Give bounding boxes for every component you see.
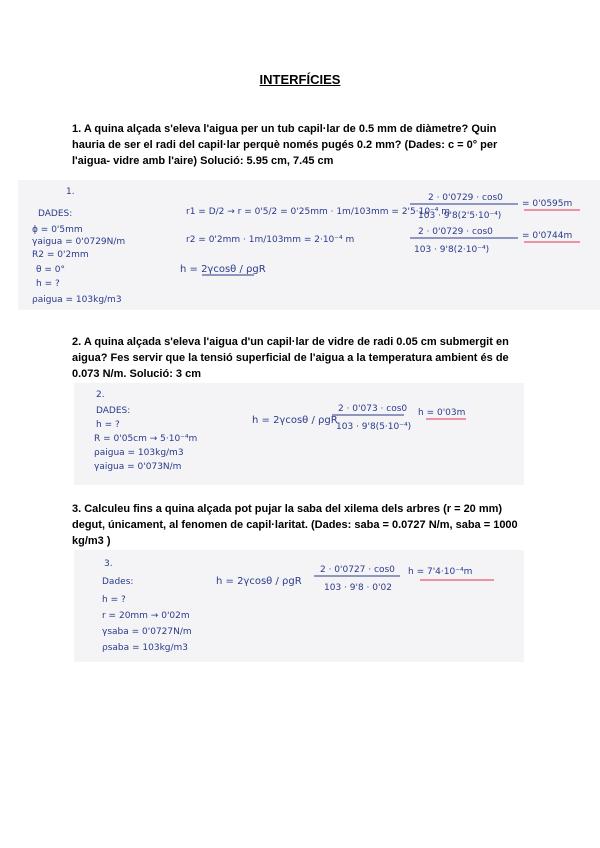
q1-number: 1.	[66, 187, 75, 197]
q1-result-2-denominator: 103 · 9'8(2·10⁻⁴)	[414, 245, 490, 255]
question-2-text: 2. A quina alçada s'eleva l'aigua d'un capil·lar de vidre de radi 0.05 cm submergit en aigua? Fes servir que la tensió superficial de l'aigua a la temperatura ambient és de 0.073 N/m. Solució: 3 cm	[72, 336, 509, 380]
question-2-handwritten-solution	[74, 383, 524, 485]
q1-given-5: ρaigua = 103kg/m3	[32, 295, 122, 305]
q1-formula: h = 2γcosθ / ρgR	[180, 264, 266, 275]
question-1-text: 1. A quina alçada s'eleva l'aigua per un tub capil·lar de 0.5 mm de diàmetre? Quin hauria de ser el radi del capil·lar perquè només pugés 0.2 mm? (Dades: c = 0° per l'aigua- vidre amb l'aire) Solució: 5.95 cm, 7.45 cm	[72, 123, 498, 167]
q1-given-0: ϕ = 0'5mm	[32, 225, 83, 235]
q1-given-2: R2 = 0'2mm	[32, 250, 89, 260]
q1-step-2: r2 = 0'2mm · 1m/103mm = 2·10⁻⁴ m	[186, 235, 355, 245]
question-1-handwritten-solution	[18, 180, 600, 310]
q1-step-1: r1 = D/2 → r = 0'5/2 = 0'25mm · 1m/103mm = 2'5·10⁻⁴ m	[186, 207, 451, 217]
q3-given-3: ρsaba = 103kg/m3	[102, 643, 189, 653]
q1-result-2-numerator: 2 · 0'0729 · cos0	[418, 227, 493, 237]
q3-result-denominator: 103 · 9'8 · 0'02	[324, 583, 392, 593]
page-title: INTERFÍCIES	[259, 72, 341, 87]
q2-number: 2.	[96, 390, 105, 400]
question-3-text: 3. Calculeu fins a quina alçada pot pujar la saba del xilema dels arbres (r = 20 mm) degut, únicament, al fenomen de capil·laritat. (Dades: saba = 0.0727 N/m, saba = 1000 kg/m3 )	[72, 503, 518, 547]
q3-given-0: h = ?	[102, 595, 126, 605]
q1-result-1-numerator: 2 · 0'0729 · cos0	[428, 193, 503, 203]
q3-given-1: r = 20mm → 0'02m	[102, 611, 190, 621]
q1-dades: DADES:	[38, 209, 73, 219]
q2-result-denominator: 103 · 9'8(5·10⁻⁴)	[336, 422, 412, 432]
q2-result-value: h = 0'03m	[418, 408, 466, 418]
q2-result-numerator: 2 · 0'073 · cos0	[338, 404, 408, 414]
q3-dades: Dades:	[102, 577, 134, 587]
q2-given-3: γaigua = 0'073N/m	[94, 462, 182, 472]
q1-result-1-denominator: 103 · 9'8(2'5·10⁻⁴)	[418, 211, 502, 221]
q1-given-4: h = ?	[36, 279, 60, 289]
q1-result-1-value: = 0'0595m	[522, 199, 573, 209]
q3-result-numerator: 2 · 0'0727 · cos0	[320, 565, 395, 575]
q1-given-1: γaigua = 0'0729N/m	[32, 237, 126, 247]
q1-given-3: θ = 0°	[36, 265, 65, 275]
q3-result-value: h = 7'4·10⁻⁴m	[408, 567, 473, 577]
q3-given-2: γsaba = 0'0727N/m	[102, 627, 192, 637]
q2-dades: DADES:	[96, 406, 131, 416]
q3-number: 3.	[104, 559, 113, 569]
q1-result-2-value: = 0'0744m	[522, 231, 573, 241]
q2-given-2: ρaigua = 103kg/m3	[94, 448, 184, 458]
q3-formula: h = 2γcosθ / ρgR	[216, 576, 302, 587]
q2-given-0: h = ?	[96, 420, 120, 430]
q2-given-1: R = 0'05cm → 5·10⁻⁴m	[94, 434, 198, 444]
question-3-handwritten-solution	[74, 550, 524, 662]
q2-formula: h = 2γcosθ / ρgR	[252, 415, 338, 426]
